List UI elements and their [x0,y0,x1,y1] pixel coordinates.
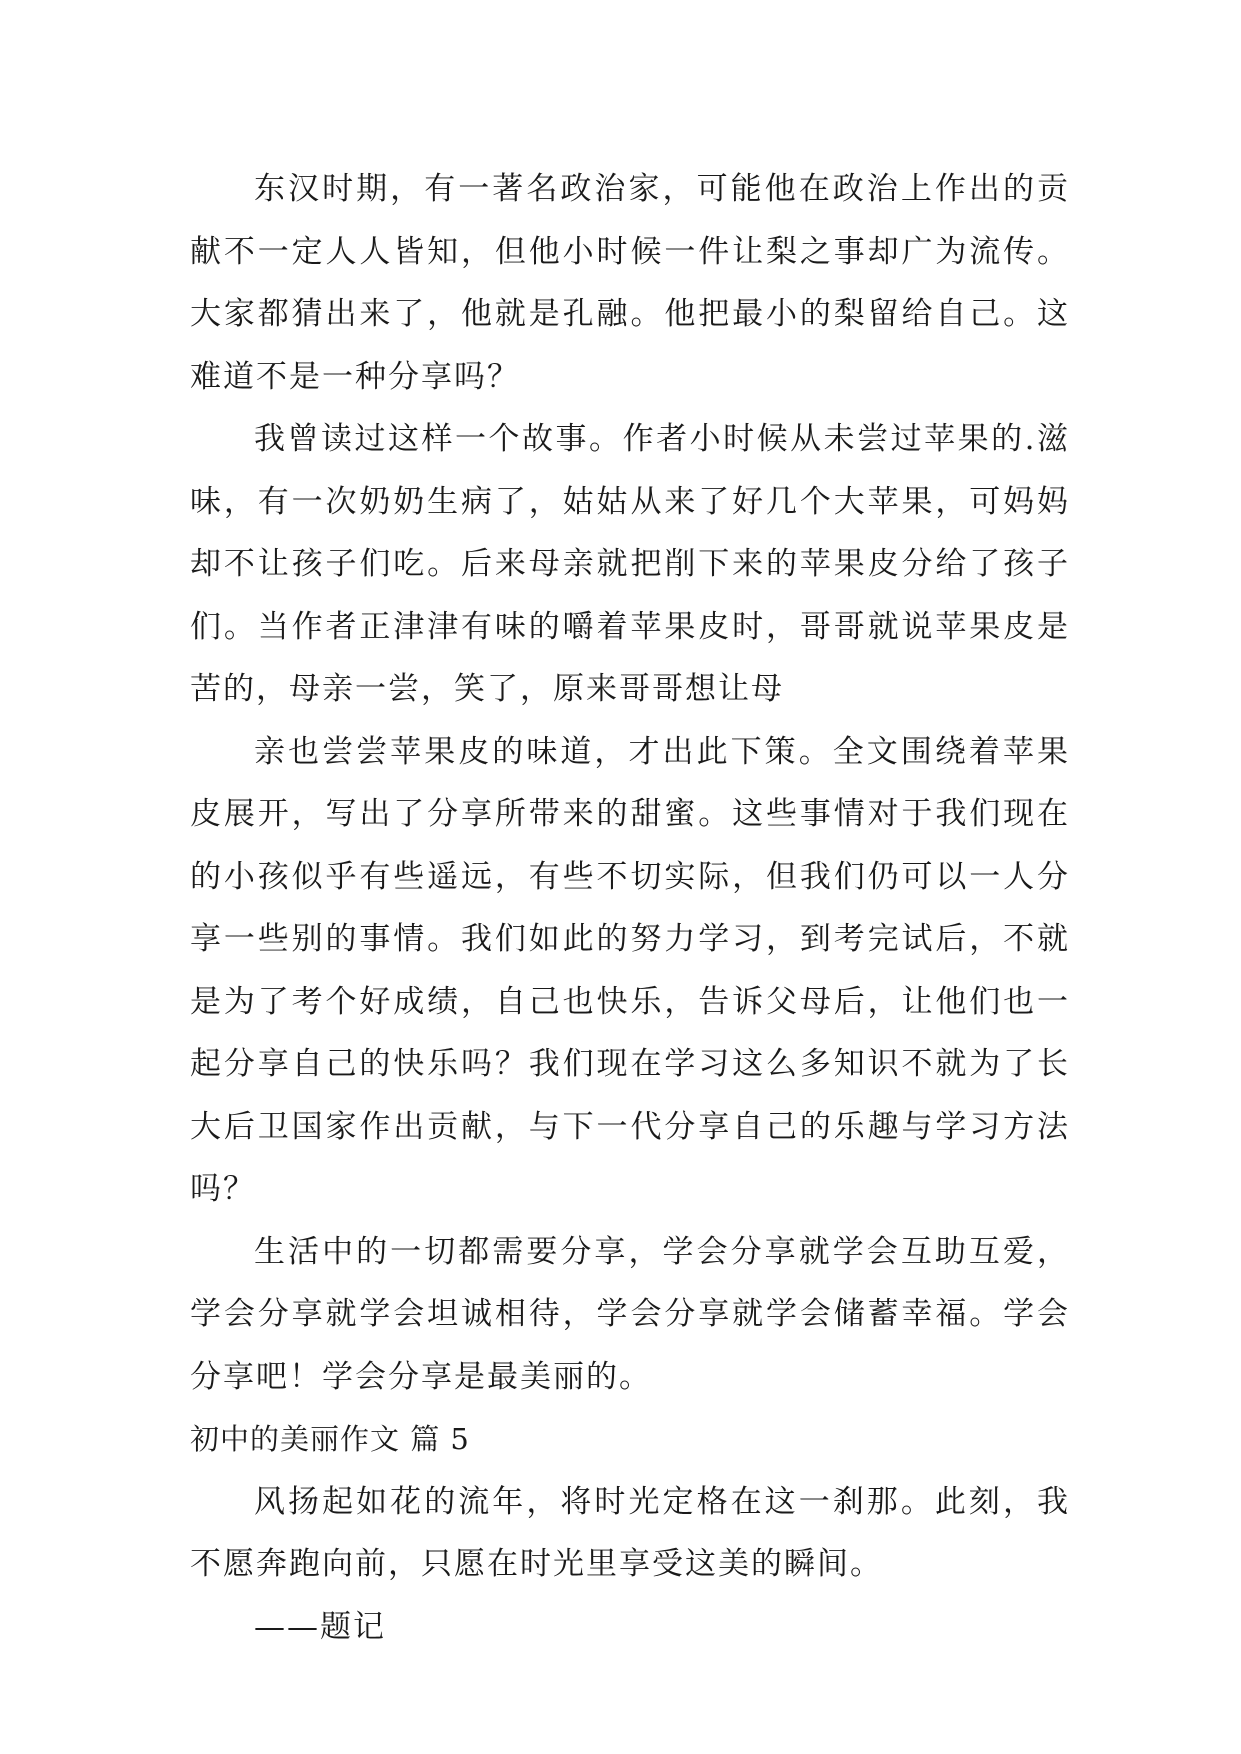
paragraph-kong-rong: 东汉时期，有一著名政治家，可能他在政治上作出的贡献不一定人人皆知，但他小时候一件让梨之事却广为流传。大家都猜出来了，他就是孔融。他把最小的梨留给自己。这难道不是一种分享吗？ [190,171,1070,395]
paragraph-epigraph: 风扬起如花的流年，将时光定格在这一刹那。此刻，我不愿奔跑向前，只愿在时光里享受这美的瞬间。 [190,1483,1070,1582]
paragraph-apple-story: 我曾读过这样一个故事。作者小时候从未尝过苹果的.滋味，有一次奶奶生病了，姑姑从来了好几个大苹果，可妈妈却不让孩子们吃。后来母亲就把削下来的苹果皮分给了孩子们。当作者正津津有味的嚼着苹果皮时，哥哥就说苹果皮是苦的，母亲一尝，笑了，原来哥哥想让母 [190,421,1070,707]
section-heading: 初中的美丽作文 篇 5 [190,1422,470,1456]
document-body [190,158,1070,1658]
epigraph-attribution: ——题记 [254,1608,386,1645]
paragraph-conclusion: 生活中的一切都需要分享，学会分享就学会互助互爱，学会分享就学会坦诚相待，学会分享就学会储蓄幸福。学会分享吧！学会分享是最美丽的。 [190,1233,1070,1395]
paragraph-apple-peel: 亲也尝尝苹果皮的味道，才出此下策。全文围绕着苹果皮展开，写出了分享所带来的甜蜜。这些事情对于我们现在的小孩似乎有些遥远，有些不切实际，但我们仍可以一人分享一些别的事情。我们如此的努力学习，到考完试后，不就是为了考个好成绩，自己也快乐，告诉父母后，让他们也一起分享自己的快乐吗？我们现在学习这么多知识不就为了长大后卫国家作出贡献，与下一代分享自己的乐趣与学习方法吗？ [190,733,1070,1207]
